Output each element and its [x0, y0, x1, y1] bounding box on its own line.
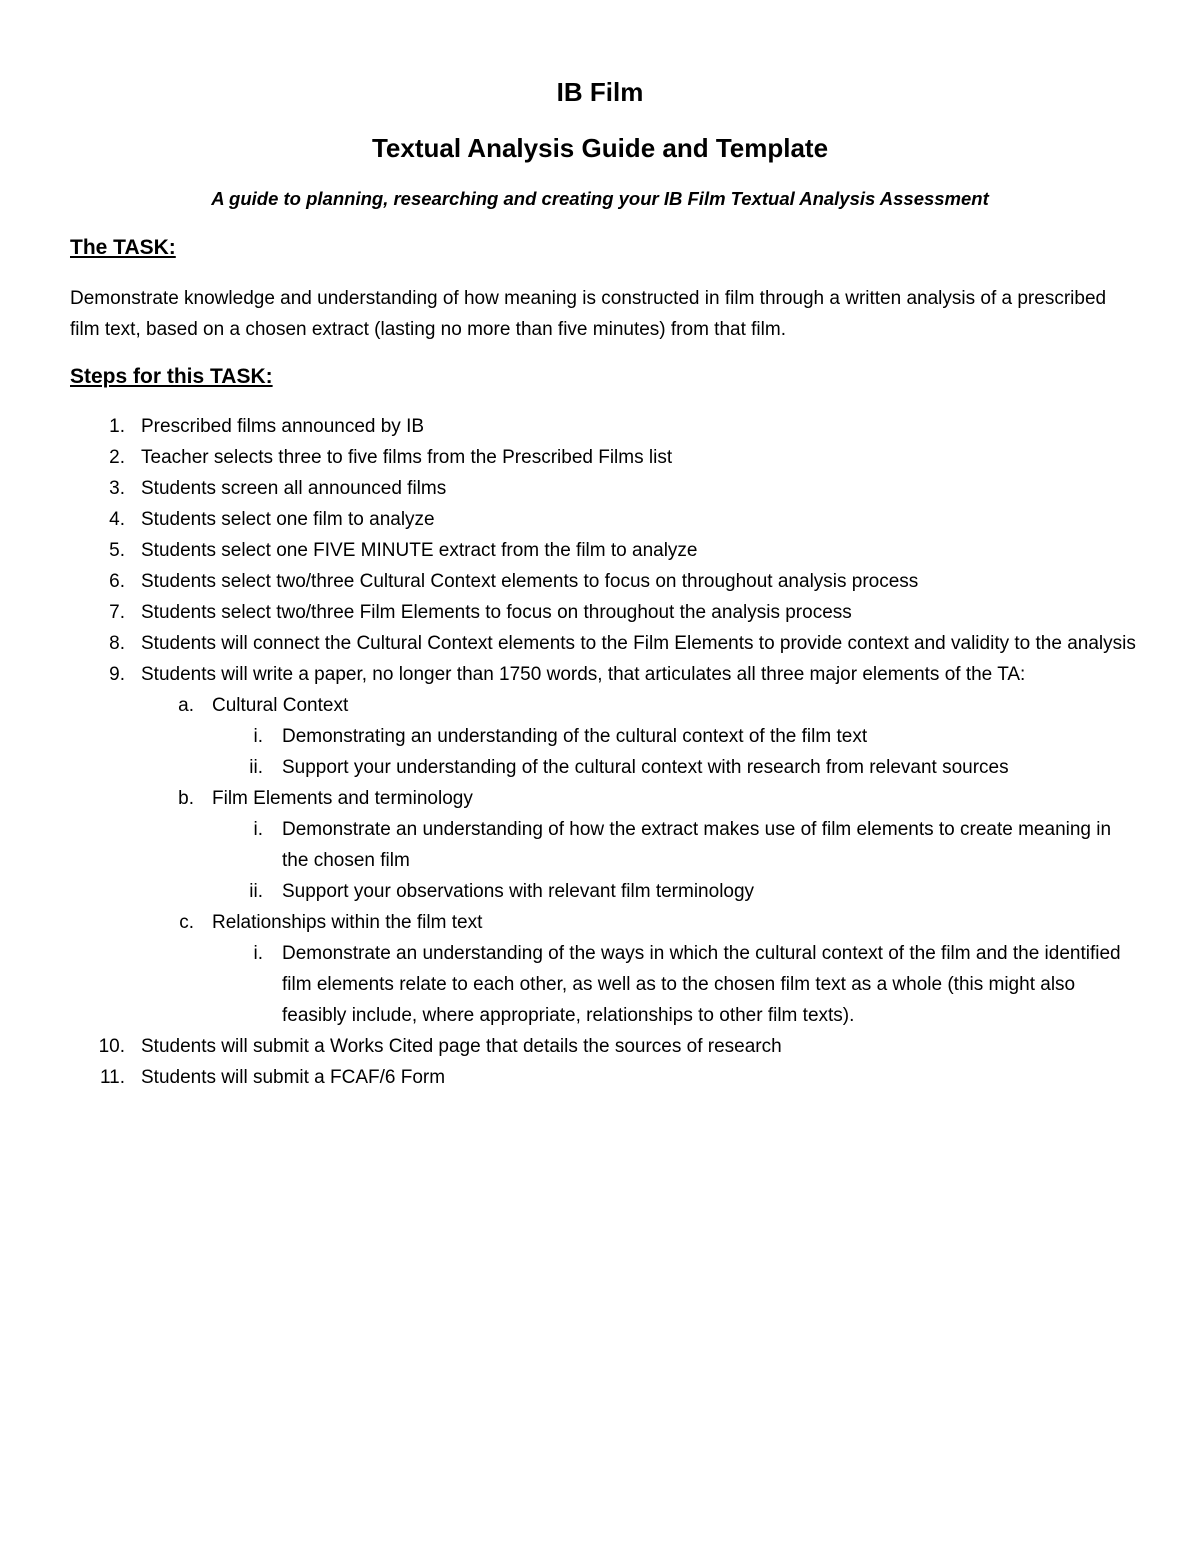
sub-step-b — [70, 783, 1140, 814]
step-text: Teacher selects three to five films from the Prescribed Films list — [141, 447, 673, 468]
sub-step-text: Relationships within the film text — [212, 912, 483, 933]
step-text: Students select one film to analyze — [141, 509, 435, 530]
sub-step-letter: b. — [178, 788, 194, 809]
step-text: Students select one FIVE MINUTE extract from the film to analyze — [141, 540, 698, 561]
document-tagline: A guide to planning, researching and creating your IB Film Textual Analysis Assessment — [211, 188, 989, 209]
step-text: Students will connect the Cultural Context elements to the Film Elements to provide context and validity to the analysis — [141, 633, 1136, 654]
sub-sub-step-text: Demonstrating an understanding of the cultural context of the film text — [282, 726, 868, 747]
step-number: 3. — [109, 478, 125, 499]
sub-sub-step-numeral: i. — [253, 943, 263, 964]
step-number: 10. — [98, 1036, 125, 1057]
step-number: 7. — [109, 602, 125, 623]
sub-sub-step-numeral: i. — [253, 726, 263, 747]
sub-step-c — [70, 907, 1140, 938]
document-subtitle: Textual Analysis Guide and Template — [371, 133, 829, 163]
sub-sub-step-a-ii — [70, 752, 1140, 783]
step-10 — [70, 1031, 1140, 1062]
step-5 — [70, 535, 1140, 566]
step-number: 1. — [109, 416, 125, 437]
sub-sub-step-numeral: i. — [253, 819, 263, 840]
step-text: Students select two/three Cultural Context elements to focus on throughout analysis process — [141, 571, 919, 592]
sub-sub-step-numeral: ii. — [249, 881, 263, 902]
sub-sub-step-text: Support your understanding of the cultural context with research from relevant sources — [282, 757, 1009, 778]
sub-sub-step-b-ii — [70, 876, 1140, 907]
steps-list — [70, 411, 1140, 1093]
sub-sub-step-text: Demonstrate an understanding of the ways in which the cultural context of the film and the identified film elements relate to each other, as well as to the chosen film text as a whole (this might also feasibly include, where appropriate, relationships to other film texts). — [282, 943, 1121, 1026]
step-number: 5. — [109, 540, 125, 561]
step-3 — [70, 473, 1140, 504]
sub-step-text: Cultural Context — [212, 695, 349, 716]
step-text: Students will write a paper, no longer than 1750 words, that articulates all three major elements of the TA: — [141, 664, 1026, 685]
step-8 — [70, 628, 1140, 659]
step-2 — [70, 442, 1140, 473]
sub-sub-step-text: Support your observations with relevant film terminology — [282, 881, 755, 902]
steps-heading: Steps for this TASK: — [70, 365, 273, 388]
task-heading: The TASK: — [70, 236, 176, 259]
sub-sub-step-text: Demonstrate an understanding of how the extract makes use of film elements to create meaning in the chosen film — [282, 819, 1112, 871]
document-title: IB Film — [556, 77, 644, 107]
step-11 — [70, 1062, 1140, 1093]
step-4 — [70, 504, 1140, 535]
sub-step-text: Film Elements and terminology — [212, 788, 473, 809]
step-7 — [70, 597, 1140, 628]
step-9 — [70, 659, 1140, 690]
sub-step-letter: a. — [178, 695, 194, 716]
step-number: 2. — [109, 447, 125, 468]
step-text: Prescribed films announced by IB — [141, 416, 425, 437]
step-number: 4. — [109, 509, 125, 530]
sub-step-a — [70, 690, 1140, 721]
step-number: 9. — [109, 664, 125, 685]
step-number: 11. — [99, 1067, 125, 1088]
sub-sub-step-a-i — [70, 721, 1140, 752]
step-number: 6. — [109, 571, 125, 592]
step-number: 8. — [109, 633, 125, 654]
sub-sub-step-c-i — [70, 938, 1140, 1031]
step-1 — [70, 411, 1140, 442]
sub-sub-step-b-i — [70, 814, 1140, 876]
step-text: Students will submit a Works Cited page that details the sources of research — [141, 1036, 782, 1057]
sub-step-letter: c. — [179, 912, 194, 933]
step-text: Students select two/three Film Elements to focus on throughout the analysis process — [141, 602, 852, 623]
step-text: Students will submit a FCAF/6 Form — [141, 1067, 446, 1088]
step-text: Students screen all announced films — [141, 478, 447, 499]
step-6 — [70, 566, 1140, 597]
sub-sub-step-numeral: ii. — [249, 757, 263, 778]
task-description: Demonstrate knowledge and understanding of how meaning is constructed in film through a written analysis of a prescribed film text, based on a chosen extract (lasting no more than five minutes) from that film. — [70, 288, 1107, 340]
